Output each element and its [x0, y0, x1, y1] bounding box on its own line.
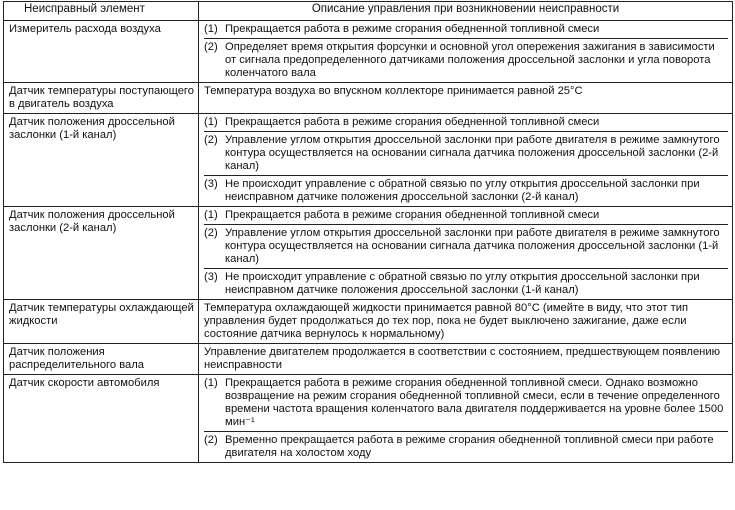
list-item	[204, 114, 728, 129]
description-cell	[199, 207, 733, 300]
item-text: Определяет время открытия форсунки и основной угол опережения зажигания в зависимости от сигнала предопределенного датчиками положения дроссельной заслонки и угла поворота коленчатого вала	[225, 41, 715, 79]
item-text: Прекращается работа в режиме сгорания обедненной топливной смеси	[225, 209, 600, 221]
description-cell	[199, 375, 733, 463]
table-row	[4, 300, 733, 344]
header-control-description: Описание управления при возникновении неисправности	[199, 2, 733, 21]
table-row	[4, 83, 733, 114]
list-item	[204, 375, 728, 429]
list-item	[204, 131, 728, 173]
description-cell	[199, 83, 733, 114]
item-text: Прекращается работа в режиме сгорания обедненной топливной смеси	[225, 23, 600, 35]
faulty-element-cell: Датчик положения дроссельной заслонки (1-й канал)	[4, 114, 199, 207]
item-number: (2)	[204, 434, 218, 446]
table-row	[4, 375, 733, 463]
item-number: (1)	[204, 209, 218, 221]
faulty-element-cell: Датчик температуры охлаждающей жидкости	[4, 300, 199, 344]
description-cell	[199, 114, 733, 207]
item-text: Прекращается работа в режиме сгорания обедненной топливной смеси. Однако возможно возвращение на режим сгорания обедненной топливной смеси, если в течение определенного времени частота вращения коленчатого вала двигателя поддерживается на уровне более 1500 мин⁻¹	[225, 377, 724, 428]
faulty-element-cell: Измеритель расхода воздуха	[4, 21, 199, 83]
list-item	[204, 175, 728, 204]
faulty-element-cell: Датчик температуры поступающего в двигатель воздуха	[4, 83, 199, 114]
table-row	[4, 114, 733, 207]
faulty-element-cell: Датчик положения распределительного вала	[4, 344, 199, 375]
item-text: Прекращается работа в режиме сгорания обедненной топливной смеси	[225, 116, 600, 128]
item-text: Временно прекращается работа в режиме сгорания обедненной топливной смеси при работе двигателя на холостом ходу	[225, 434, 714, 459]
item-number: (2)	[204, 227, 218, 239]
item-number: (2)	[204, 134, 218, 146]
faulty-element-cell: Датчик скорости автомобиля	[4, 375, 199, 463]
description-text: Температура воздуха во впускном коллекторе принимается равной 25°С	[204, 85, 583, 97]
table-row	[4, 207, 733, 300]
item-number: (1)	[204, 377, 218, 389]
list-item	[204, 38, 728, 80]
header-faulty-element: Неисправный элемент	[4, 2, 199, 21]
item-number: (1)	[204, 23, 218, 35]
table-row	[4, 344, 733, 375]
list-item	[204, 431, 728, 460]
fault-table	[3, 1, 733, 463]
list-item	[204, 268, 728, 297]
description-cell	[199, 300, 733, 344]
item-text: Не происходит управление с обратной связью по углу открытия дроссельной заслонки при неисправном датчике положения дроссельной заслонки (1-й канал)	[225, 271, 700, 296]
list-item	[204, 224, 728, 266]
item-number: (2)	[204, 41, 218, 53]
faulty-element-cell: Датчик положения дроссельной заслонки (2-й канал)	[4, 207, 199, 300]
item-number: (3)	[204, 271, 218, 283]
description-text: Температура охлаждающей жидкости принимается равной 80°С (имейте в виду, что этот тип управления будет продолжаться до тех пор, пока не будет выключено зажигание, даже если состояние датчика вернулось к нормальному)	[204, 302, 689, 340]
list-item	[204, 21, 728, 36]
item-text: Не происходит управление с обратной связью по углу открытия дроссельной заслонки при неисправном датчике положения дроссельной заслонки (2-й канал)	[225, 178, 700, 203]
item-number: (1)	[204, 116, 218, 128]
fault-table-document	[3, 1, 732, 463]
description-cell	[199, 21, 733, 83]
description-cell	[199, 344, 733, 375]
description-text: Управление двигателем продолжается в соответствии с состоянием, предшествующем появлению неисправности	[204, 346, 721, 371]
item-number: (3)	[204, 178, 218, 190]
item-text: Управление углом открытия дроссельной заслонки при работе двигателя в режиме замкнутого контура осуществляется на основании сигнала датчика положения дроссельной заслонки (1-й канал)	[225, 227, 720, 265]
table-row	[4, 21, 733, 83]
item-text: Управление углом открытия дроссельной заслонки при работе двигателя в режиме замкнутого контура осуществляется на основании сигнала датчика положения дроссельной заслонки (2-й канал)	[225, 134, 720, 172]
table-header-row	[4, 2, 733, 21]
list-item	[204, 207, 728, 222]
